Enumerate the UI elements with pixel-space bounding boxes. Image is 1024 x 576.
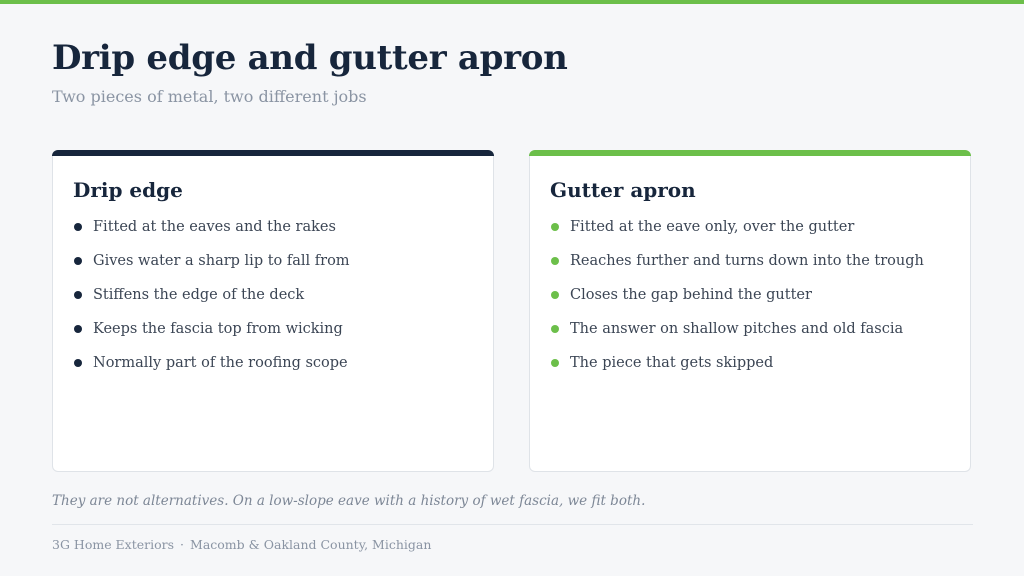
list-item-text: Reaches further and turns down into the trough	[570, 253, 924, 269]
list-item	[550, 319, 924, 353]
drip-edge-card	[52, 150, 494, 472]
list-item	[73, 217, 350, 251]
footer-separator: ·	[180, 537, 185, 552]
card-accent-bar	[529, 150, 971, 156]
bullet-dot-icon	[551, 223, 559, 231]
list-item	[73, 285, 350, 319]
list-item	[550, 353, 924, 387]
card-accent-bar	[52, 150, 494, 156]
bullet-dot-icon	[74, 291, 82, 299]
card-title: Gutter apron	[550, 178, 696, 202]
card-title: Drip edge	[73, 178, 183, 202]
list-item-text: Gives water a sharp lip to fall from	[93, 253, 350, 269]
list-item-text: Closes the gap behind the gutter	[570, 287, 812, 303]
list-item-text: Keeps the fascia top from wicking	[93, 321, 343, 337]
bullet-dot-icon	[551, 257, 559, 265]
bullet-dot-icon	[74, 257, 82, 265]
list-item	[73, 251, 350, 285]
slide	[52, 0, 973, 576]
bullet-list	[550, 217, 924, 387]
list-item-text: Fitted at the eaves and the rakes	[93, 219, 336, 235]
footer-company: 3G Home Exteriors	[52, 537, 175, 552]
bullet-dot-icon	[74, 359, 82, 367]
footer	[52, 537, 431, 552]
list-item	[73, 319, 350, 353]
list-item-text: Stiffens the edge of the deck	[93, 287, 305, 303]
gutter-apron-card	[529, 150, 971, 472]
list-item	[550, 217, 924, 251]
footer-divider	[52, 524, 973, 525]
bullet-list	[73, 217, 350, 387]
page-title: Drip edge and gutter apron	[52, 38, 568, 78]
bullet-dot-icon	[74, 325, 82, 333]
list-item	[73, 353, 350, 387]
list-item-text: The piece that gets skipped	[570, 355, 774, 371]
page-subtitle: Two pieces of metal, two different jobs	[52, 87, 367, 106]
bullet-dot-icon	[551, 359, 559, 367]
bullet-dot-icon	[551, 325, 559, 333]
bullet-dot-icon	[74, 223, 82, 231]
closing-note: They are not alternatives. On a low-slope eave with a history of wet fascia, we fit both.	[52, 493, 646, 509]
list-item	[550, 251, 924, 285]
footer-location: Macomb & Oakland County, Michigan	[190, 537, 432, 552]
list-item-text: The answer on shallow pitches and old fascia	[570, 321, 904, 337]
bullet-dot-icon	[551, 291, 559, 299]
list-item	[550, 285, 924, 319]
list-item-text: Normally part of the roofing scope	[93, 355, 348, 371]
list-item-text: Fitted at the eave only, over the gutter	[570, 219, 855, 235]
